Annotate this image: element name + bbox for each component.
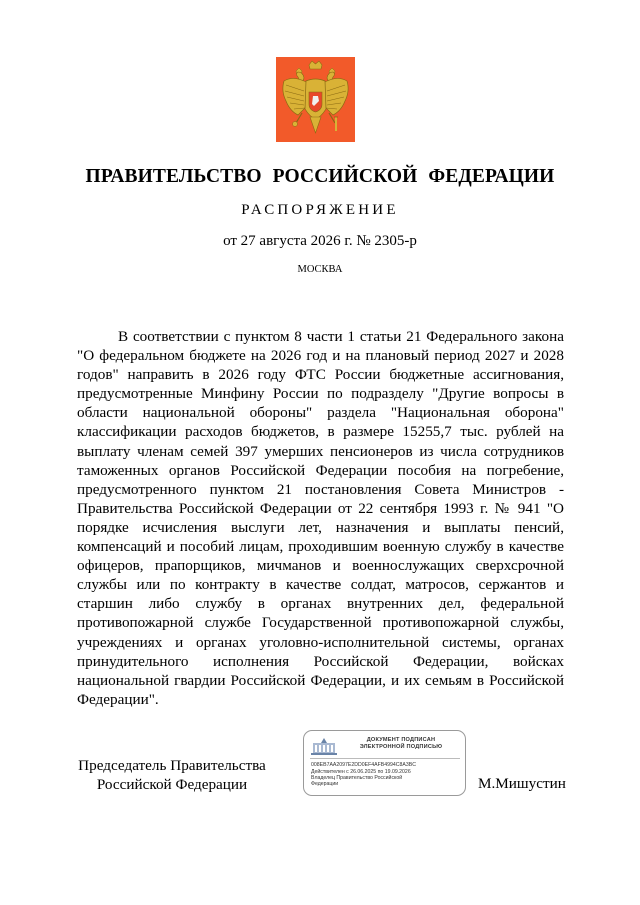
- stamp-heading-line1: ДОКУМЕНТ ПОДПИСАН: [366, 737, 436, 743]
- signer-position-line2: Российской Федерации: [96, 775, 248, 793]
- stamp-validity: Действителен с 26.06.2025 по 19.09.2026: [311, 769, 411, 775]
- stamp-heading: [340, 737, 462, 751]
- document-type: РАСПОРЯЖЕНИЕ: [241, 202, 399, 218]
- document-date-number: от 27 августа 2026 г. № 2305-р: [223, 233, 417, 249]
- stamp-owner-line1: Владелец Правительство Российской: [311, 775, 403, 781]
- government-building-icon: [310, 736, 338, 756]
- stamp-divider: [310, 758, 460, 759]
- stamp-owner-line2: Федерации: [311, 781, 339, 787]
- body-paragraph: В соответствии с пунктом 8 части 1 статьи 21 Федерального закона "О федеральном бюджете на 2026 год и на плановый период 2027 и 2028 годов" направить в 2026 году ФТС России бюджетные ассигнования, предусмотренные Минфину России по подразделу "Другие вопросы в области национальной обороны" раздела "Национальная оборона" классификации расходов бюджетов, в размере 15255,7 тыс. рублей на выплату членам семей 397 умерших пенсионеров из числа сотрудников таможенных органов Российской Федерации пособия на погребение, предусмотренного пунктом 21 постановления Совета Министров - Правительства Российской Федерации от 22 сентября 1993 г. № 941 "О порядке исчисления выслуги лет, назначения и выплаты пенсий, компенсаций и пособий лицам, проходившим военную службу в качестве офицеров, прапорщиков, мичманов и военнослужащих сверхсрочной службы или по контракту в качестве солдат, матросов, сержантов и старшин либо службу в органах внутренних дел, федеральной противопожарной службе Государственной противопожарной службы, учреждениях и органах уголовно-исполнительной системы, органах принудительного исполнения Российской Федерации, войсках национальной гвардии Российской Федерации, и их семьям в Российской Федерации".: [77, 328, 564, 708]
- stamp-certificate: 008EB7AA2097E2DD0EF4AFB4994C8A3BC: [311, 762, 416, 768]
- document-city: МОСКВА: [297, 264, 343, 275]
- stamp-heading-line2: ЭЛЕКТРОННОЙ ПОДПИСЬЮ: [359, 744, 443, 750]
- document-body: [77, 327, 564, 709]
- signer-name: М.Мишустин: [478, 775, 566, 792]
- government-title: ПРАВИТЕЛЬСТВО РОССИЙСКОЙ ФЕДЕРАЦИИ: [85, 166, 555, 187]
- electronic-signature-stamp: [303, 730, 466, 796]
- signer-position-line1: Председатель Правительства: [78, 757, 266, 774]
- russian-coat-of-arms-icon: [276, 57, 355, 142]
- signer-position: [77, 757, 267, 794]
